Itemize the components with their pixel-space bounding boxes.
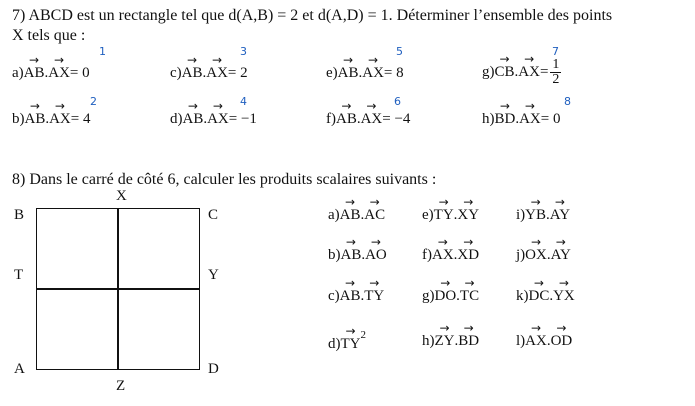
ex8-statement: 8) Dans le carré de côté 6, calculer les produits scalaires suivants : xyxy=(12,171,437,188)
handwritten-mark: 8 xyxy=(564,95,571,108)
handwritten-mark: 5 xyxy=(396,45,403,58)
ex8-product-b: b)→ AB.→ AO xyxy=(328,248,387,263)
handwritten-mark: 1 xyxy=(99,45,106,58)
point-label-B: B xyxy=(14,207,25,223)
ex7-statement-line1: 7) ABCD est un rectangle tel que d(A,B) = 2 et d(A,D) = 1. Déterminer l’ensemble des points xyxy=(12,7,613,24)
handwritten-mark: 2 xyxy=(90,95,97,108)
ex7-item-e: e)→ AB.→ AX= 8 xyxy=(326,66,404,81)
ex8-product-d: $d)\to TY^2$ xyxy=(328,334,366,352)
ex7-item-d: d)→ AB.→ AX= −1 xyxy=(170,112,257,127)
ex7-item-a: a)→ AB.→ AX= 0 xyxy=(12,66,90,81)
ex7-item-g: g)→ CB.→ AX= $\frac{1}{2}$ xyxy=(482,58,561,87)
point-label-Y: Y xyxy=(208,267,219,283)
ex7-item-f: f)→ AB.→ AX= −4 xyxy=(326,112,410,127)
ex8-product-e: e)→ TY.→ XY xyxy=(422,208,479,223)
square-horizontal-midline xyxy=(36,288,200,290)
ex8-product-c: c)→ AB.→ TY xyxy=(328,289,384,304)
ex8-product-f: f)→ AX.→ XD xyxy=(422,248,479,263)
ex8-product-i: i)→ YB.→ AY xyxy=(516,208,570,223)
point-label-Z: Z xyxy=(116,378,126,394)
ex8-product-a: a)→ AB.→ AC xyxy=(328,208,385,223)
point-label-D: D xyxy=(208,361,219,377)
handwritten-mark: 3 xyxy=(240,45,247,58)
handwritten-mark: 6 xyxy=(394,95,401,108)
point-label-T: T xyxy=(14,267,24,283)
handwritten-mark: 4 xyxy=(240,95,247,108)
ex8-product-l: l)→ AX.→ OD xyxy=(516,334,572,349)
ex7-statement-line2: X tels que : xyxy=(12,27,86,44)
point-label-X: X xyxy=(116,188,127,204)
handwritten-mark: 7 xyxy=(552,45,559,58)
ex7-item-h: h)→ BD.→ AX= 0 xyxy=(482,112,560,127)
ex8-product-j: j)→ OX.→ AY xyxy=(516,248,571,263)
ex8-product-g: g)→ DO.→ TC xyxy=(422,289,479,304)
ex8-product-h: h)→ ZY.→ BD xyxy=(422,334,479,349)
point-label-C: C xyxy=(208,207,219,223)
ex7-item-c: c)→ AB.→ AX= 2 xyxy=(170,66,248,81)
ex8-product-k: k)→ DC.→ YX xyxy=(516,289,575,304)
ex7-item-b: b)→ AB.→ AX= 4 xyxy=(12,112,90,127)
point-label-A: A xyxy=(14,361,25,377)
